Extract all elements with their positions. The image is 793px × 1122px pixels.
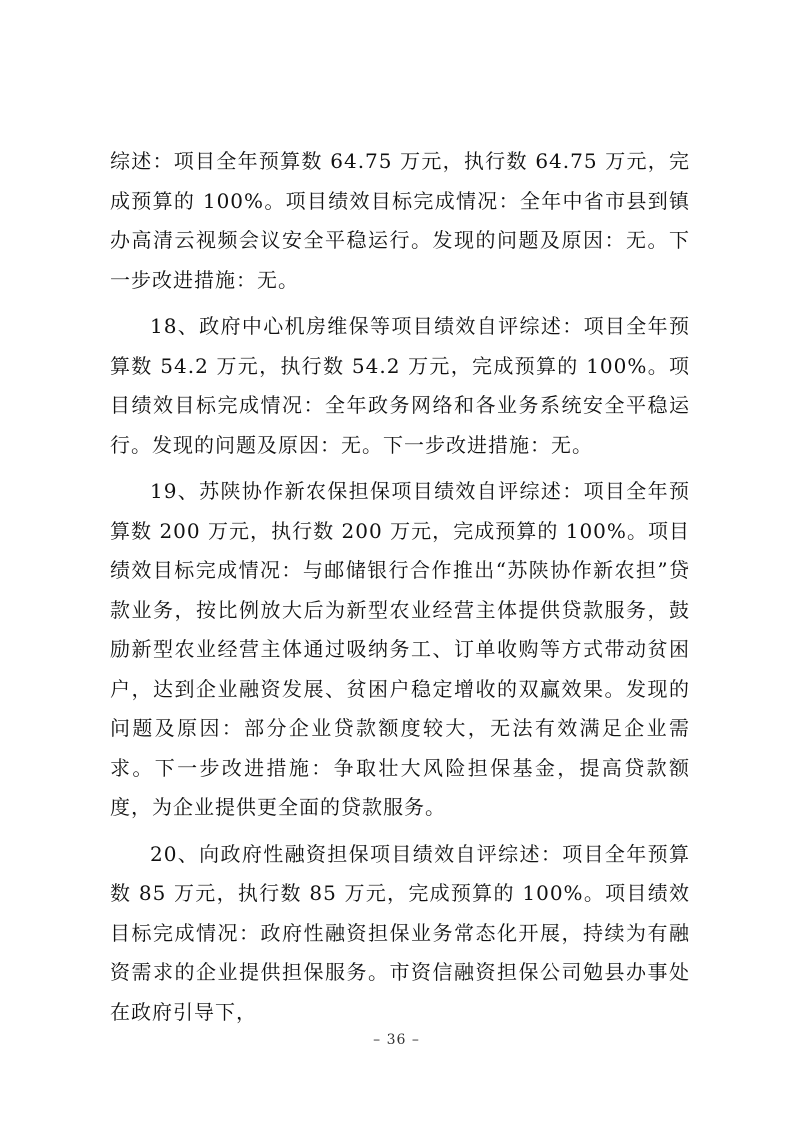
paragraph-item-20: 20、向政府性融资担保项目绩效自评综述：项目全年预算数 85 万元，执行数 85 万元，完成预算的 100%。项目绩效目标完成情况：政府性融资担保业务常态化开展，持续为有融资需求的企业提供担保服务。市资信融资担保公司勉县办事处在政府引导下， (110, 841, 690, 1024)
document-body (110, 142, 690, 1032)
paragraph-item-18: 18、政府中心机房维保等项目绩效自评综述：项目全年预算数 54.2 万元，执行数 54.2 万元，完成预算的 100%。项目绩效目标完成情况：全年政务网络和各业务系统安全平稳运行。发现的问题及原因：无。下一步改进措施：无。 (110, 314, 690, 457)
paragraph-item-19: 19、苏陕协作新农保担保项目绩效自评综述：项目全年预算数 200 万元，执行数 200 万元，完成预算的 100%。项目绩效目标完成情况：与邮储银行合作推出“苏陕协作新农担”贷款业务，按比例放大后为新型农业经营主体提供贷款服务，鼓励新型农业经营主体通过吸纳务工、订单收购等方式带动贫困户，达到企业融资发展、贫困户稳定增收的双赢效果。发现的问题及原因：部分企业贷款额度较大，无法有效满足企业需求。下一步改进措施：争取壮大风险担保基金，提高贷款额度，为企业提供更全面的贷款服务。 (110, 479, 690, 819)
page-number: – 36 – (373, 1032, 420, 1048)
paragraph-continuation: 综述：项目全年预算数 64.75 万元，执行数 64.75 万元，完成预算的 100%。项目绩效目标完成情况：全年中省市县到镇办高清云视频会议安全平稳运行。发现的问题及原因：无。下一步改进措施：无。 (110, 149, 690, 292)
